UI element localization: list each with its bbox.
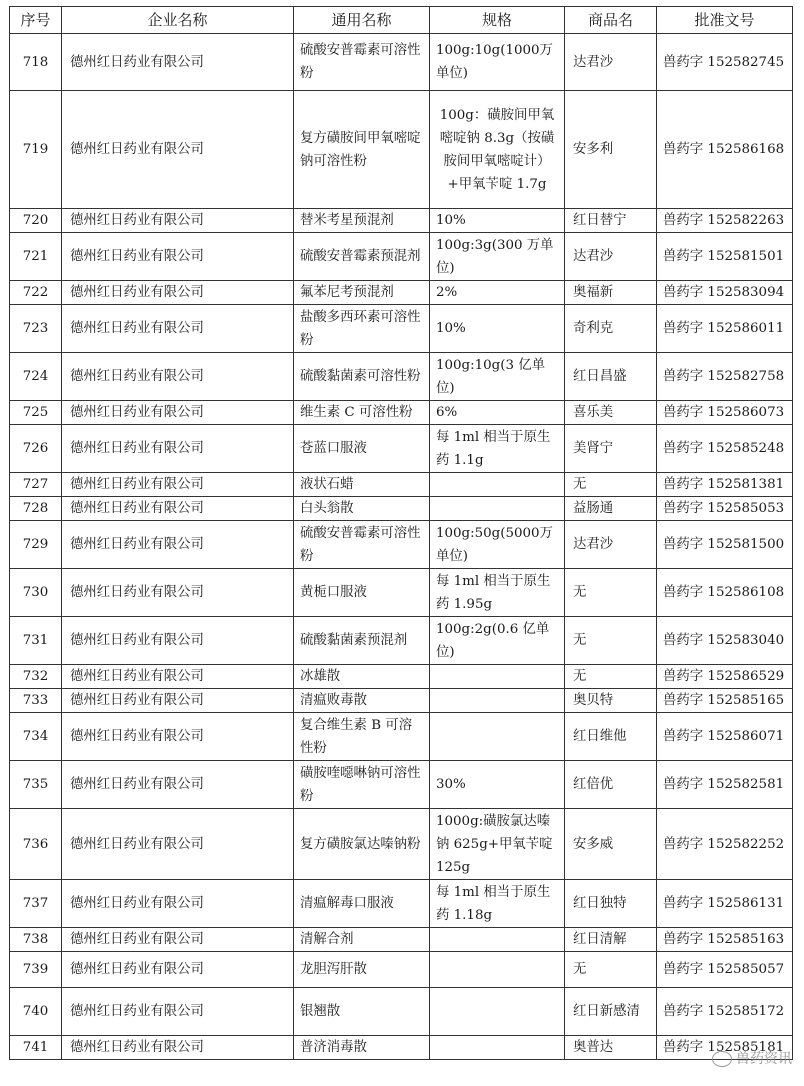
cell-brand: 红日清解: [565, 928, 657, 952]
cell-spec: [430, 473, 565, 497]
cell-index: 731: [10, 617, 62, 665]
cell-index: 740: [10, 988, 62, 1036]
col-header-index: 序号: [10, 7, 62, 34]
cell-index: 736: [10, 809, 62, 880]
cell-index: 733: [10, 689, 62, 713]
cell-index: 732: [10, 665, 62, 689]
table-row: [10, 809, 793, 880]
cell-generic-name: 普济消毒散: [294, 1036, 430, 1060]
table-row: [10, 281, 793, 305]
table-row: [10, 353, 793, 401]
cell-index: 735: [10, 761, 62, 809]
table-row: [10, 617, 793, 665]
cell-brand: 达君沙: [565, 521, 657, 569]
table-row: [10, 91, 793, 209]
cell-approval-no: 兽药字 152582758: [657, 353, 793, 401]
cell-brand: 红日维他: [565, 713, 657, 761]
watermark-text: 兽药资讯: [736, 1051, 792, 1067]
cell-spec: [430, 713, 565, 761]
table-row: [10, 569, 793, 617]
cell-company: 德州红日药业有限公司: [62, 569, 294, 617]
table-row: [10, 34, 793, 91]
cell-approval-no: 兽药字 152585057: [657, 952, 793, 988]
cell-approval-no: 兽药字 152586073: [657, 401, 793, 425]
cell-generic-name: 替米考星预混剂: [294, 209, 430, 233]
cell-generic-name: 复方磺胺氯达嗪钠粉: [294, 809, 430, 880]
cell-generic-name: 硫酸黏菌素预混剂: [294, 617, 430, 665]
cell-approval-no: 兽药字 152586011: [657, 305, 793, 353]
cell-approval-no: 兽药字 152586071: [657, 713, 793, 761]
cell-index: 728: [10, 497, 62, 521]
cell-brand: 无: [565, 617, 657, 665]
table-row: [10, 401, 793, 425]
cell-spec: [430, 1036, 565, 1060]
cell-generic-name: 银翘散: [294, 988, 430, 1036]
table-row: [10, 425, 793, 473]
cell-company: 德州红日药业有限公司: [62, 425, 294, 473]
cell-index: 734: [10, 713, 62, 761]
cell-approval-no: 兽药字 152583094: [657, 281, 793, 305]
cell-company: 德州红日药业有限公司: [62, 473, 294, 497]
cell-spec: 10%: [430, 305, 565, 353]
cell-index: 722: [10, 281, 62, 305]
cell-generic-name: 清瘟解毒口服液: [294, 880, 430, 928]
cell-approval-no: 兽药字 152581501: [657, 233, 793, 281]
cell-generic-name: 盐酸多西环素可溶性粉: [294, 305, 430, 353]
cell-spec: [430, 988, 565, 1036]
cell-company: 德州红日药业有限公司: [62, 305, 294, 353]
cell-index: 726: [10, 425, 62, 473]
cell-generic-name: 苍蓝口服液: [294, 425, 430, 473]
cell-company: 德州红日药业有限公司: [62, 281, 294, 305]
approval-table: [9, 6, 793, 1060]
cell-brand: 奥福新: [565, 281, 657, 305]
cell-spec: [430, 665, 565, 689]
cell-company: 德州红日药业有限公司: [62, 809, 294, 880]
cell-brand: 喜乐美: [565, 401, 657, 425]
cell-company: 德州红日药业有限公司: [62, 401, 294, 425]
cell-brand: 奥普达: [565, 1036, 657, 1060]
cell-approval-no: 兽药字 152586168: [657, 91, 793, 209]
cell-brand: 红日新感清: [565, 988, 657, 1036]
cell-spec: 1000g:磺胺氯达嗪钠 625g+甲氧苄啶 125g: [430, 809, 565, 880]
cell-spec: [430, 952, 565, 988]
table-row: [10, 305, 793, 353]
cell-company: 德州红日药业有限公司: [62, 665, 294, 689]
table-row: [10, 952, 793, 988]
cell-brand: 安多利: [565, 91, 657, 209]
table-row: [10, 988, 793, 1036]
cell-approval-no: 兽药字 152586529: [657, 665, 793, 689]
cell-brand: 益肠通: [565, 497, 657, 521]
cell-index: 739: [10, 952, 62, 988]
cell-approval-no: 兽药字 152582252: [657, 809, 793, 880]
cell-generic-name: 白头翁散: [294, 497, 430, 521]
cell-brand: 红倍优: [565, 761, 657, 809]
cell-approval-no: 兽药字 152583040: [657, 617, 793, 665]
cell-brand: 奥贝特: [565, 689, 657, 713]
cell-spec: 10%: [430, 209, 565, 233]
cell-generic-name: 氟苯尼考预混剂: [294, 281, 430, 305]
table-body: [10, 34, 793, 1060]
cell-brand: 无: [565, 665, 657, 689]
col-header-approval-no: 批准文号: [657, 7, 793, 34]
cell-generic-name: 复合维生素 B 可溶性粉: [294, 713, 430, 761]
cell-spec: [430, 928, 565, 952]
table-row: [10, 497, 793, 521]
cell-brand: 奇利克: [565, 305, 657, 353]
cell-approval-no: 兽药字 152586108: [657, 569, 793, 617]
col-header-generic-name: 通用名称: [294, 7, 430, 34]
cell-company: 德州红日药业有限公司: [62, 233, 294, 281]
cell-generic-name: 硫酸黏菌素可溶性粉: [294, 353, 430, 401]
cell-generic-name: 冰雄散: [294, 665, 430, 689]
cell-company: 德州红日药业有限公司: [62, 988, 294, 1036]
chat-bubble-icon: [712, 1051, 732, 1067]
cell-spec: 100g:10g(3 亿单位): [430, 353, 565, 401]
cell-brand: 红日替宁: [565, 209, 657, 233]
cell-spec: 100g：磺胺间甲氧嘧啶钠 8.3g（按磺胺间甲氧嘧啶计）+甲氧苄啶 1.7g: [430, 91, 565, 209]
cell-spec: 6%: [430, 401, 565, 425]
cell-index: 725: [10, 401, 62, 425]
table-row: [10, 689, 793, 713]
table-row: [10, 1036, 793, 1060]
cell-index: 738: [10, 928, 62, 952]
cell-index: 721: [10, 233, 62, 281]
table-row: [10, 928, 793, 952]
cell-approval-no: 兽药字 152585053: [657, 497, 793, 521]
cell-brand: 美肾宁: [565, 425, 657, 473]
cell-spec: 每 1ml 相当于原生药 1.1g: [430, 425, 565, 473]
cell-approval-no: 兽药字 152581500: [657, 521, 793, 569]
cell-spec: 30%: [430, 761, 565, 809]
cell-company: 德州红日药业有限公司: [62, 952, 294, 988]
cell-index: 720: [10, 209, 62, 233]
cell-brand: 无: [565, 473, 657, 497]
table-row: [10, 713, 793, 761]
table-row: [10, 761, 793, 809]
cell-company: 德州红日药业有限公司: [62, 353, 294, 401]
cell-index: 730: [10, 569, 62, 617]
cell-approval-no: 兽药字 152582745: [657, 34, 793, 91]
table-row: [10, 209, 793, 233]
cell-spec: 100g:2g(0.6 亿单位): [430, 617, 565, 665]
table-row: [10, 521, 793, 569]
cell-spec: 100g:3g(300 万单位): [430, 233, 565, 281]
cell-company: 德州红日药业有限公司: [62, 880, 294, 928]
cell-company: 德州红日药业有限公司: [62, 761, 294, 809]
cell-approval-no: 兽药字 152581381: [657, 473, 793, 497]
table-row: [10, 880, 793, 928]
cell-brand: 达君沙: [565, 233, 657, 281]
col-header-spec: 规格: [430, 7, 565, 34]
cell-approval-no: 兽药字 152582263: [657, 209, 793, 233]
cell-generic-name: 复方磺胺间甲氧嘧啶钠可溶性粉: [294, 91, 430, 209]
cell-index: 719: [10, 91, 62, 209]
cell-company: 德州红日药业有限公司: [62, 209, 294, 233]
cell-company: 德州红日药业有限公司: [62, 497, 294, 521]
cell-generic-name: 维生素 C 可溶性粉: [294, 401, 430, 425]
cell-company: 德州红日药业有限公司: [62, 34, 294, 91]
watermark: [712, 1048, 792, 1068]
cell-brand: 红日独特: [565, 880, 657, 928]
cell-approval-no: 兽药字 152585165: [657, 689, 793, 713]
cell-brand: 无: [565, 569, 657, 617]
col-header-brand: 商品名: [565, 7, 657, 34]
cell-spec: 每 1ml 相当于原生药 1.18g: [430, 880, 565, 928]
cell-generic-name: 黄栀口服液: [294, 569, 430, 617]
table-row: [10, 233, 793, 281]
cell-brand: 安多威: [565, 809, 657, 880]
cell-index: 718: [10, 34, 62, 91]
cell-spec: [430, 497, 565, 521]
cell-approval-no: 兽药字 152585248: [657, 425, 793, 473]
cell-brand: 达君沙: [565, 34, 657, 91]
cell-company: 德州红日药业有限公司: [62, 617, 294, 665]
cell-approval-no: 兽药字 152585181: [657, 1036, 793, 1060]
cell-generic-name: 硫酸安普霉素预混剂: [294, 233, 430, 281]
header-row: [10, 7, 793, 34]
cell-company: 德州红日药业有限公司: [62, 689, 294, 713]
cell-spec: 100g:10g(1000万单位): [430, 34, 565, 91]
cell-generic-name: 硫酸安普霉素可溶性粉: [294, 521, 430, 569]
cell-approval-no: 兽药字 152582581: [657, 761, 793, 809]
cell-index: 741: [10, 1036, 62, 1060]
cell-company: 德州红日药业有限公司: [62, 91, 294, 209]
cell-index: 737: [10, 880, 62, 928]
cell-spec: 2%: [430, 281, 565, 305]
table-row: [10, 665, 793, 689]
cell-company: 德州红日药业有限公司: [62, 521, 294, 569]
table-row: [10, 473, 793, 497]
cell-generic-name: 液状石蜡: [294, 473, 430, 497]
cell-brand: 红日昌盛: [565, 353, 657, 401]
cell-approval-no: 兽药字 152585172: [657, 988, 793, 1036]
cell-spec: 100g:50g(5000万单位): [430, 521, 565, 569]
cell-spec: 每 1ml 相当于原生药 1.95g: [430, 569, 565, 617]
cell-generic-name: 磺胺喹噁啉钠可溶性粉: [294, 761, 430, 809]
cell-company: 德州红日药业有限公司: [62, 713, 294, 761]
cell-index: 729: [10, 521, 62, 569]
cell-approval-no: 兽药字 152586131: [657, 880, 793, 928]
cell-generic-name: 清瘟败毒散: [294, 689, 430, 713]
cell-index: 724: [10, 353, 62, 401]
cell-generic-name: 硫酸安普霉素可溶性粉: [294, 34, 430, 91]
cell-approval-no: 兽药字 152585163: [657, 928, 793, 952]
cell-generic-name: 龙胆泻肝散: [294, 952, 430, 988]
cell-brand: 无: [565, 952, 657, 988]
cell-index: 723: [10, 305, 62, 353]
col-header-company: 企业名称: [62, 7, 294, 34]
cell-generic-name: 清解合剂: [294, 928, 430, 952]
cell-index: 727: [10, 473, 62, 497]
cell-company: 德州红日药业有限公司: [62, 1036, 294, 1060]
cell-spec: [430, 689, 565, 713]
cell-company: 德州红日药业有限公司: [62, 928, 294, 952]
